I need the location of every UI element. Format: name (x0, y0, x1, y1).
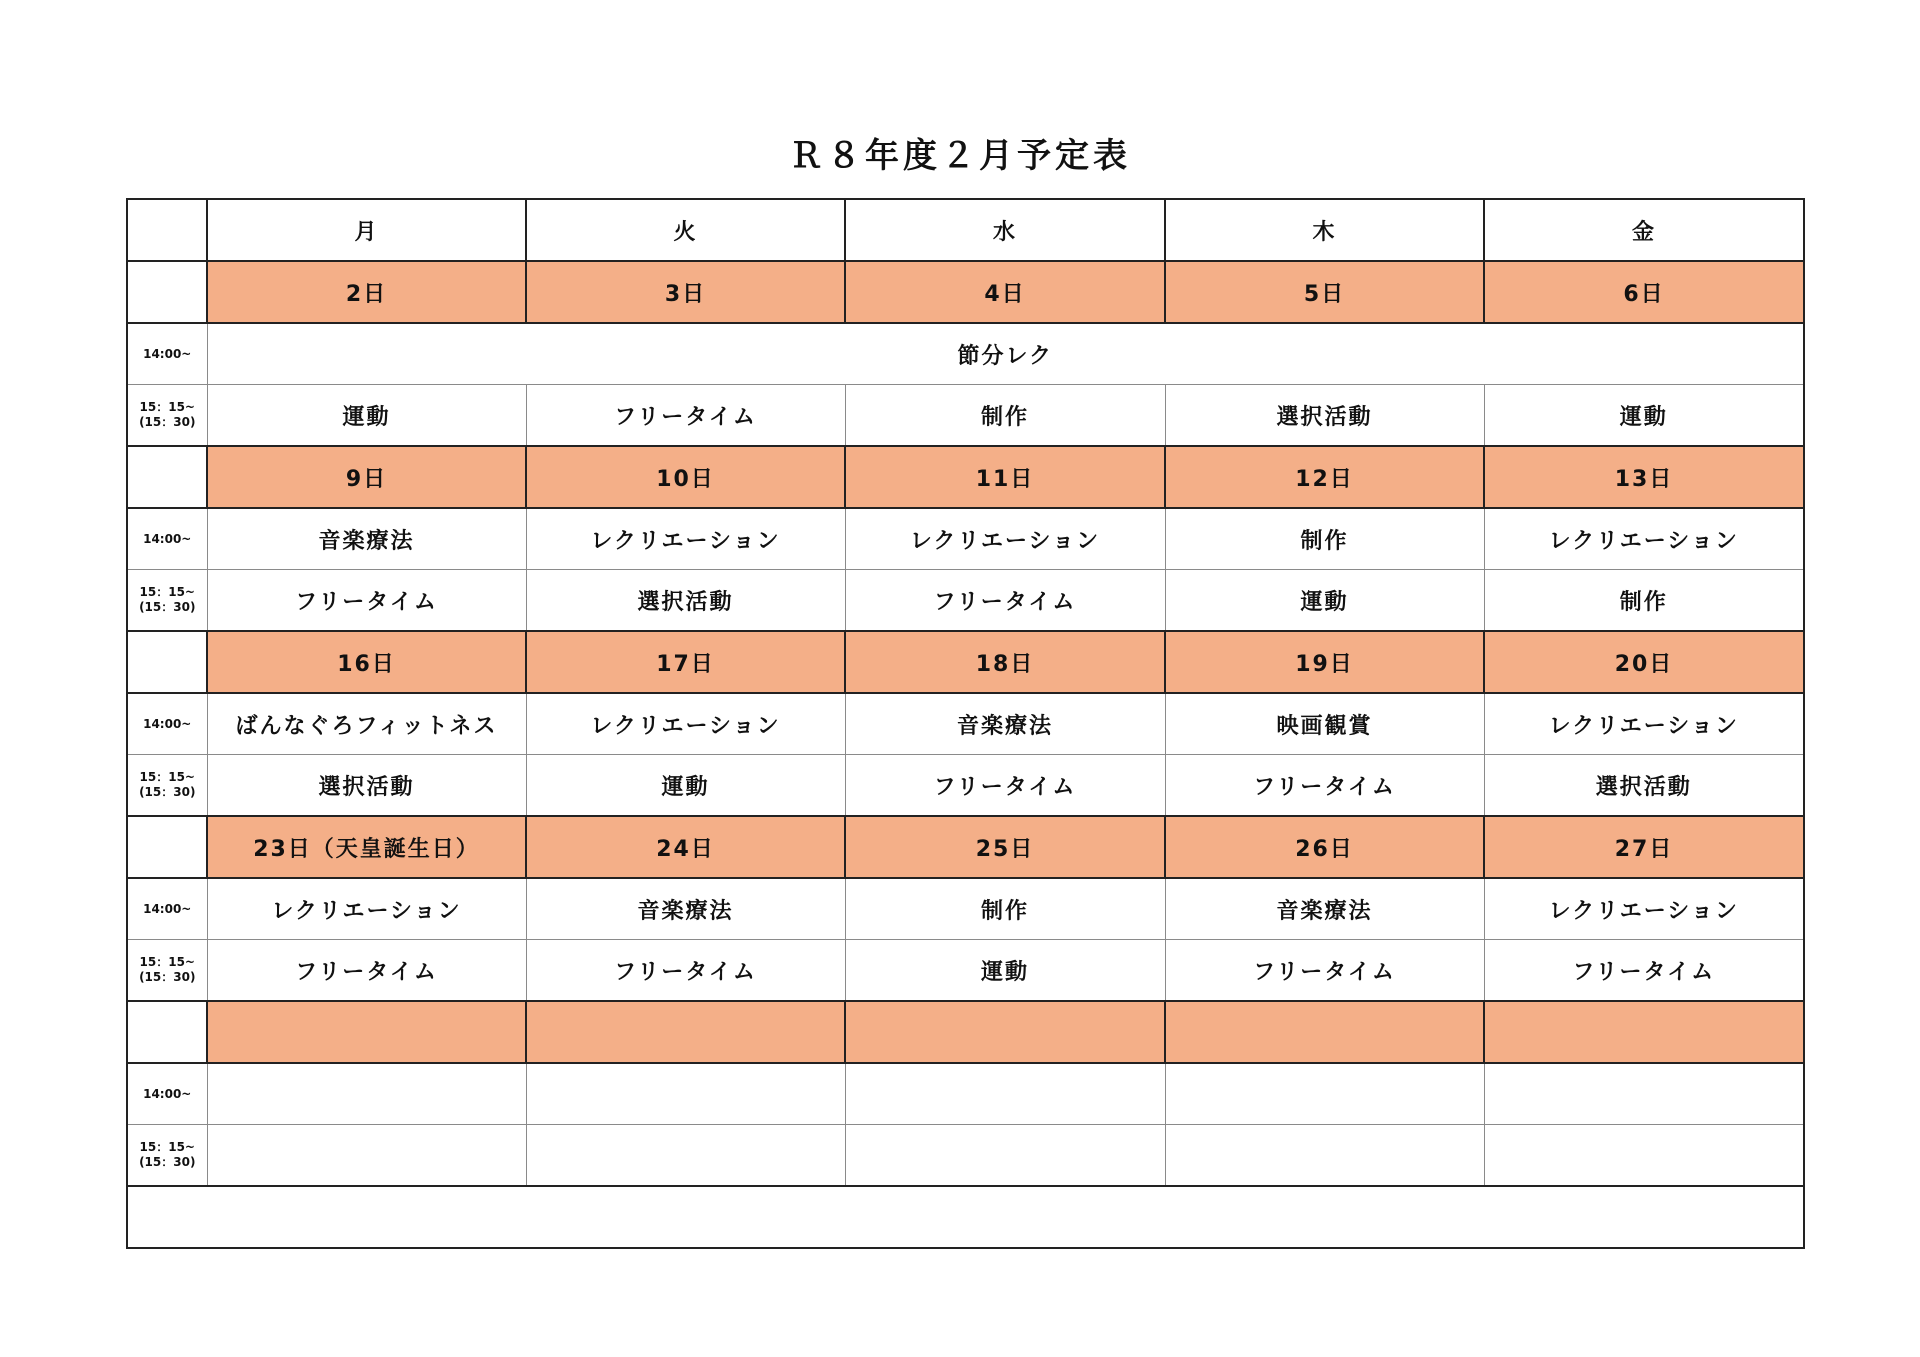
schedule-table (126, 198, 1805, 1249)
time-label-1515: 15：15~ (15：30) (127, 940, 207, 1002)
time-label-1515: 15：15~ (15：30) (127, 755, 207, 817)
activity-cell: フリータイム (845, 755, 1165, 817)
slot2-row (127, 570, 1804, 632)
activity-cell: フリータイム (1165, 940, 1484, 1002)
activity-cell: レクリエーション (526, 508, 845, 570)
activity-cell: 音楽療法 (207, 508, 526, 570)
activity-cell (845, 1125, 1165, 1187)
slot2-row (127, 1125, 1804, 1187)
activity-cell: レクリエーション (207, 878, 526, 940)
activity-cell: フリータイム (845, 570, 1165, 632)
activity-cell: 制作 (1165, 508, 1484, 570)
time-label-1400: 14:00~ (127, 878, 207, 940)
notes-row (127, 1186, 1804, 1248)
activity-cell: フリータイム (526, 940, 845, 1002)
date-cell (207, 1001, 526, 1063)
date-cell (845, 1001, 1165, 1063)
slot1-row (127, 878, 1804, 940)
notes-cell (127, 1186, 1804, 1248)
date-cell: 4日 (845, 261, 1165, 323)
activity-cell: 運動 (526, 755, 845, 817)
date-cell: 17日 (526, 631, 845, 693)
slot1-row (127, 1063, 1804, 1125)
slot1-row (127, 693, 1804, 755)
weekday-thu: 木 (1165, 199, 1484, 261)
date-cell (1165, 1001, 1484, 1063)
date-cell: 11日 (845, 446, 1165, 508)
time-label-1400: 14:00~ (127, 1063, 207, 1125)
date-cell: 26日 (1165, 816, 1484, 878)
activity-cell (526, 1125, 845, 1187)
activity-cell: 運動 (1165, 570, 1484, 632)
time-label-1400: 14:00~ (127, 693, 207, 755)
weekday-header-row (127, 199, 1804, 261)
activity-cell: フリータイム (1165, 755, 1484, 817)
date-cell: 16日 (207, 631, 526, 693)
activity-cell: 選択活動 (207, 755, 526, 817)
activity-cell (1484, 1063, 1804, 1125)
date-row (127, 1001, 1804, 1063)
activity-cell (1165, 1125, 1484, 1187)
weekday-fri: 金 (1484, 199, 1804, 261)
time-label-1515: 15：15~ (15：30) (127, 570, 207, 632)
date-cell: 27日 (1484, 816, 1804, 878)
activity-cell: 運動 (207, 385, 526, 447)
event-setsubun: 節分レク (207, 323, 1804, 385)
date-cell: 10日 (526, 446, 845, 508)
time-label-1400: 14:00~ (127, 508, 207, 570)
activity-cell: 制作 (845, 878, 1165, 940)
date-row (127, 446, 1804, 508)
activity-cell: 音楽療法 (526, 878, 845, 940)
activity-cell: 制作 (845, 385, 1165, 447)
activity-cell: 運動 (845, 940, 1165, 1002)
activity-cell: 選択活動 (526, 570, 845, 632)
date-cell: 3日 (526, 261, 845, 323)
date-cell: 6日 (1484, 261, 1804, 323)
date-row (127, 631, 1804, 693)
activity-cell: 運動 (1484, 385, 1804, 447)
date-row-label (127, 631, 207, 693)
date-cell: 18日 (845, 631, 1165, 693)
date-cell: 5日 (1165, 261, 1484, 323)
activity-cell: 音楽療法 (845, 693, 1165, 755)
date-cell: 9日 (207, 446, 526, 508)
activity-cell: 制作 (1484, 570, 1804, 632)
activity-cell (845, 1063, 1165, 1125)
corner-cell (127, 199, 207, 261)
weekday-mon: 月 (207, 199, 526, 261)
activity-cell: フリータイム (207, 940, 526, 1002)
slot2-row (127, 755, 1804, 817)
date-row-label (127, 446, 207, 508)
activity-cell: ばんなぐろフィットネス (207, 693, 526, 755)
date-cell: 13日 (1484, 446, 1804, 508)
activity-cell (1484, 1125, 1804, 1187)
slot1-row (127, 323, 1804, 385)
date-cell: 23日（天皇誕生日） (207, 816, 526, 878)
activity-cell: フリータイム (1484, 940, 1804, 1002)
date-cell: 25日 (845, 816, 1165, 878)
time-label-1515: 15：15~ (15：30) (127, 385, 207, 447)
activity-cell (207, 1063, 526, 1125)
slot2-row (127, 385, 1804, 447)
activity-cell: 選択活動 (1484, 755, 1804, 817)
date-cell: 12日 (1165, 446, 1484, 508)
activity-cell: レクリエーション (1484, 508, 1804, 570)
slot1-row (127, 508, 1804, 570)
date-row-label (127, 1001, 207, 1063)
activity-cell: 映画観賞 (1165, 693, 1484, 755)
date-row-label (127, 261, 207, 323)
activity-cell: レクリエーション (526, 693, 845, 755)
weekday-wed: 水 (845, 199, 1165, 261)
page-title: Ｒ８年度２月予定表 (789, 136, 1131, 176)
date-cell: 20日 (1484, 631, 1804, 693)
date-cell (1484, 1001, 1804, 1063)
activity-cell: レクリエーション (845, 508, 1165, 570)
time-label-1400: 14:00~ (127, 323, 207, 385)
activity-cell: レクリエーション (1484, 693, 1804, 755)
activity-cell: フリータイム (207, 570, 526, 632)
activity-cell: フリータイム (526, 385, 845, 447)
activity-cell: レクリエーション (1484, 878, 1804, 940)
date-cell: 24日 (526, 816, 845, 878)
activity-cell: 音楽療法 (1165, 878, 1484, 940)
date-row-label (127, 816, 207, 878)
activity-cell (526, 1063, 845, 1125)
activity-cell: 選択活動 (1165, 385, 1484, 447)
date-cell: 2日 (207, 261, 526, 323)
activity-cell (207, 1125, 526, 1187)
date-row (127, 261, 1804, 323)
date-cell: 19日 (1165, 631, 1484, 693)
activity-cell (1165, 1063, 1484, 1125)
date-cell (526, 1001, 845, 1063)
date-row (127, 816, 1804, 878)
time-label-1515: 15：15~ (15：30) (127, 1125, 207, 1187)
slot2-row (127, 940, 1804, 1002)
weekday-tue: 火 (526, 199, 845, 261)
